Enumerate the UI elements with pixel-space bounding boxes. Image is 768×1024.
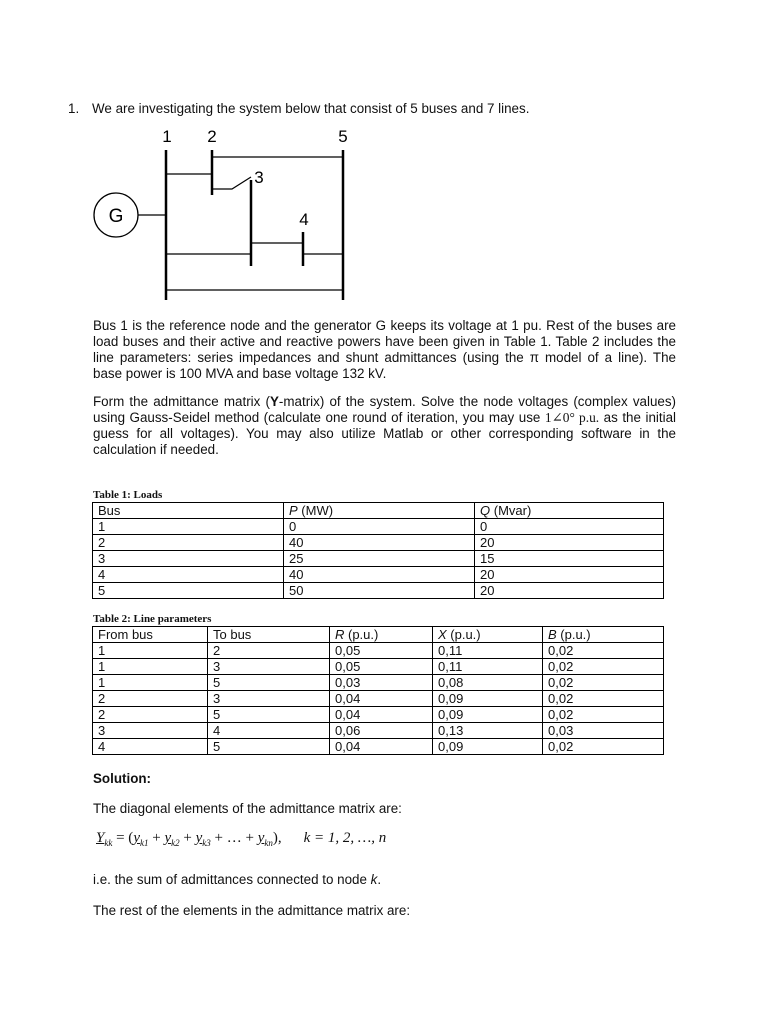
header-r-symbol: R xyxy=(335,627,345,642)
formula-plus1: + xyxy=(148,830,165,846)
cell: 2 xyxy=(208,643,330,659)
cell: 0,05 xyxy=(330,643,433,659)
task-text-a: Form the admittance matrix ( xyxy=(93,394,270,409)
solution-line-2 xyxy=(93,872,381,887)
cell: 0,02 xyxy=(543,739,664,755)
loads-table xyxy=(92,502,664,599)
cell: 5 xyxy=(208,707,330,723)
header-b-symbol: B xyxy=(548,627,557,642)
solution-line-2-period: . xyxy=(377,872,382,887)
generator-label: G xyxy=(108,206,124,227)
cell: 0,02 xyxy=(543,659,664,675)
header-p-unit: (MW) xyxy=(297,503,334,518)
solution-line-2-k: k xyxy=(370,872,378,887)
table-row xyxy=(93,691,664,707)
table1-caption: Table 1: Loads xyxy=(93,489,163,501)
cell: 20 xyxy=(475,535,664,551)
cell: 0,02 xyxy=(543,707,664,723)
initial-guess-value: 1∠0° p.u. xyxy=(544,410,600,425)
cell: 4 xyxy=(93,567,284,583)
cell: 0,13 xyxy=(433,723,543,739)
cell: 0,11 xyxy=(433,659,543,675)
solution-line-3: The rest of the elements in the admittance matrix are: xyxy=(93,903,411,918)
cell: 0,06 xyxy=(330,723,433,739)
header-x-unit: (p.u.) xyxy=(446,627,481,642)
table-row xyxy=(93,567,664,583)
formula-sub-k3: k3 xyxy=(202,838,211,848)
cell: 5 xyxy=(93,583,284,599)
header-r xyxy=(330,627,433,643)
cell: 0,09 xyxy=(433,707,543,723)
formula-y2: y xyxy=(164,830,172,846)
formula-y3: y xyxy=(195,830,203,846)
cell: 1 xyxy=(93,519,284,535)
cell: 4 xyxy=(208,723,330,739)
header-x-symbol: X xyxy=(438,627,447,642)
cell: 3 xyxy=(208,691,330,707)
formula-yn: y xyxy=(257,830,265,846)
table-row xyxy=(93,535,664,551)
header-p xyxy=(284,503,475,519)
header-to-bus: To bus xyxy=(208,627,330,643)
header-b-unit: (p.u.) xyxy=(556,627,591,642)
cell: 4 xyxy=(93,739,208,755)
table-row xyxy=(93,739,664,755)
cell: 0,11 xyxy=(433,643,543,659)
task-text-c: -matrix) of the system. Solve the node voltages (complex values) using Gauss-Seidel method (calculate one round of iteration, you may use xyxy=(93,394,676,425)
table-row xyxy=(93,551,664,567)
cell: 5 xyxy=(208,675,330,691)
header-bus: Bus xyxy=(93,503,284,519)
formula-plus2: + xyxy=(179,830,196,846)
table-row xyxy=(93,707,664,723)
task-text-y-bold: Y xyxy=(269,394,279,409)
solution-line-2-text: i.e. the sum of admittances connected to node xyxy=(93,872,371,887)
table-header-row xyxy=(93,503,664,519)
line-2-3 xyxy=(212,177,251,189)
formula-sub-kn: kn xyxy=(264,838,273,848)
cell: 0,03 xyxy=(543,723,664,739)
cell: 0,03 xyxy=(330,675,433,691)
cell: 0,09 xyxy=(433,691,543,707)
cell: 25 xyxy=(284,551,475,567)
table-header-row xyxy=(93,627,664,643)
header-q-unit: (Mvar) xyxy=(490,503,532,518)
cell: 0 xyxy=(475,519,664,535)
cell: 15 xyxy=(475,551,664,567)
cell: 0,08 xyxy=(433,675,543,691)
formula-sub-k1: k1 xyxy=(139,838,149,848)
header-q xyxy=(475,503,664,519)
formula-close: ), xyxy=(272,830,282,846)
bus-label-1: 1 xyxy=(162,127,172,146)
header-b xyxy=(543,627,664,643)
cell: 0,02 xyxy=(543,691,664,707)
task-paragraph xyxy=(93,394,676,458)
cell: 0,02 xyxy=(543,675,664,691)
cell: 0,02 xyxy=(543,643,664,659)
bus-system-diagram xyxy=(0,0,768,320)
cell: 1 xyxy=(93,659,208,675)
table2-caption: Table 2: Line parameters xyxy=(93,613,212,625)
cell: 0,09 xyxy=(433,739,543,755)
cell: 2 xyxy=(93,691,208,707)
header-x xyxy=(433,627,543,643)
table-row xyxy=(93,723,664,739)
header-from-bus: From bus xyxy=(93,627,208,643)
cell: 40 xyxy=(284,535,475,551)
cell: 20 xyxy=(475,567,664,583)
cell: 1 xyxy=(93,675,208,691)
cell: 1 xyxy=(93,643,208,659)
bus-label-3: 3 xyxy=(254,168,264,187)
formula-range: k = 1, 2, …, n xyxy=(303,830,387,846)
solution-line-1: The diagonal elements of the admittance matrix are: xyxy=(93,801,402,816)
cell: 3 xyxy=(93,551,284,567)
bus-label-2: 2 xyxy=(207,127,217,146)
header-p-symbol: P xyxy=(289,503,298,518)
cell: 0 xyxy=(284,519,475,535)
cell: 5 xyxy=(208,739,330,755)
header-q-symbol: Q xyxy=(480,503,491,518)
table-row xyxy=(93,643,664,659)
cell: 50 xyxy=(284,583,475,599)
question-number: 1. xyxy=(68,101,80,116)
cell: 2 xyxy=(93,707,208,723)
cell: 0,05 xyxy=(330,659,433,675)
header-r-unit: (p.u.) xyxy=(344,627,379,642)
formula-Y: Y xyxy=(96,830,105,846)
table-row xyxy=(93,583,664,599)
formula-eq: = ( xyxy=(112,830,134,846)
cell: 2 xyxy=(93,535,284,551)
intro-paragraph: Bus 1 is the reference node and the generator G keeps its voltage at 1 pu. Rest of the buses are load buses and their active and reactive powers have been given in Table 1. Table 2 includes the line parameters: series impedances and shunt admittances (using the π model of a line). The base power is 100 MVA and base voltage 132 kV. xyxy=(93,318,676,381)
diagonal-element-formula xyxy=(96,830,386,848)
cell: 0,04 xyxy=(330,707,433,723)
formula-sub-k2: k2 xyxy=(171,838,180,848)
line-parameters-table xyxy=(92,626,664,755)
cell: 0,04 xyxy=(330,691,433,707)
cell: 3 xyxy=(208,659,330,675)
formula-y1: y xyxy=(133,830,140,846)
task-text-e: as the initial guess for all voltages). You may also utilize Matlab or other corresponding software in the calculation if needed. xyxy=(93,410,676,457)
cell: 20 xyxy=(475,583,664,599)
solution-heading: Solution: xyxy=(93,771,152,786)
cell: 3 xyxy=(93,723,208,739)
formula-sub-kk: kk xyxy=(104,838,113,848)
cell: 40 xyxy=(284,567,475,583)
cell: 0,04 xyxy=(330,739,433,755)
formula-dots: + … + xyxy=(210,830,258,846)
bus-label-5: 5 xyxy=(338,127,348,146)
table-row xyxy=(93,659,664,675)
table-row xyxy=(93,675,664,691)
table-row xyxy=(93,519,664,535)
question-text: We are investigating the system below that consist of 5 buses and 7 lines. xyxy=(92,101,530,116)
bus-label-4: 4 xyxy=(299,210,309,229)
